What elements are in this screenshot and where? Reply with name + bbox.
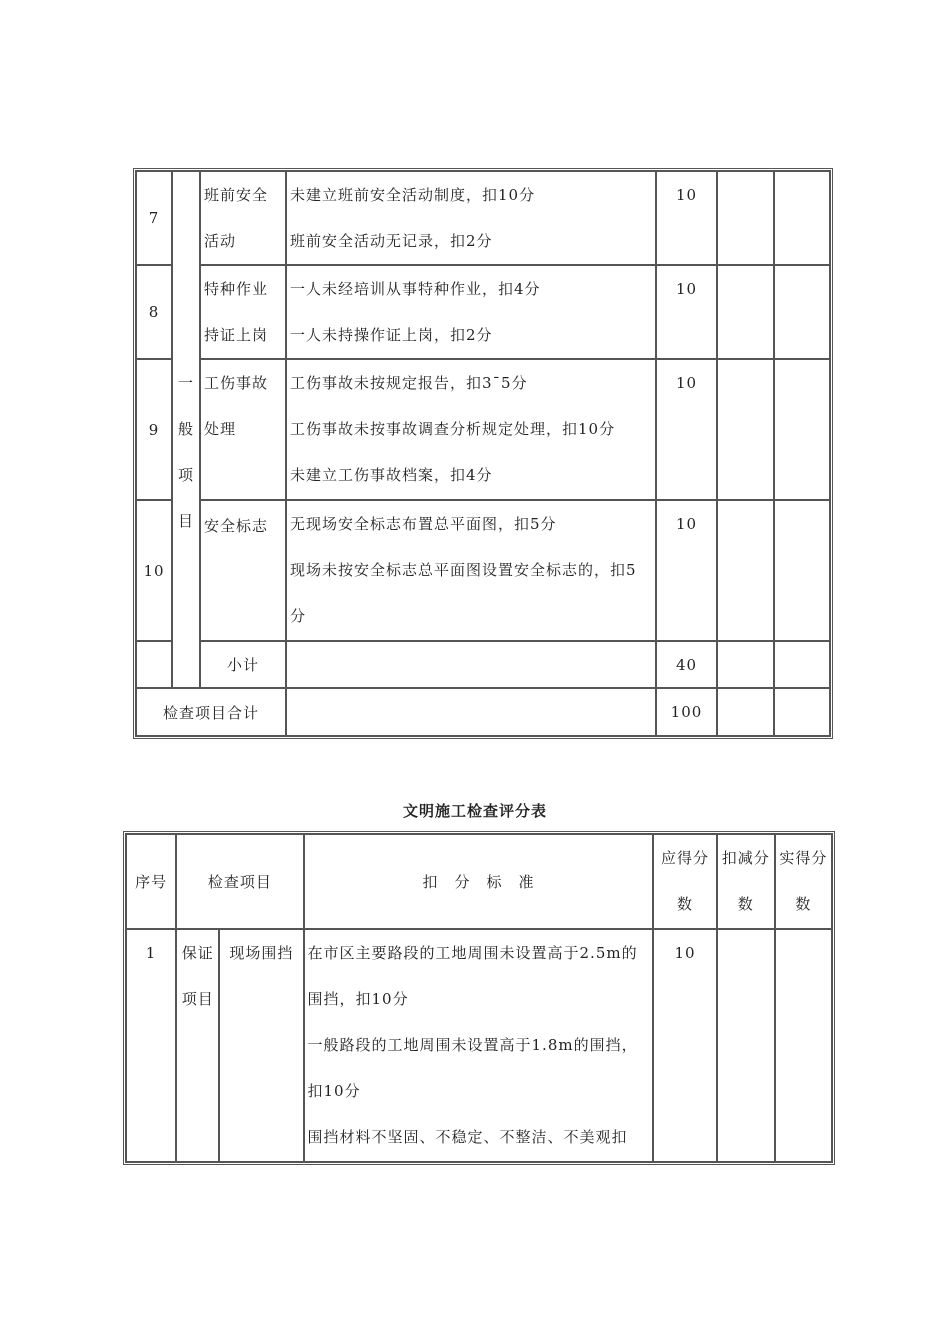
table-row bbox=[136, 171, 830, 265]
deduction-criteria: 未建立班前安全活动制度，扣10分 班前安全活动无记录，扣2分 bbox=[286, 171, 656, 265]
actual-score bbox=[774, 359, 830, 500]
header-actual-score: 实得分 数 bbox=[775, 834, 832, 929]
header-criteria: 扣 分 标 准 bbox=[304, 834, 654, 929]
empty-cell bbox=[286, 688, 656, 736]
deducted-score bbox=[717, 265, 774, 359]
total-score: 100 bbox=[656, 688, 717, 736]
table-row bbox=[136, 359, 830, 500]
total-label: 检查项目合计 bbox=[136, 688, 286, 736]
actual-score bbox=[774, 688, 830, 736]
check-item: 工伤事故 处理 bbox=[200, 359, 286, 500]
deducted-score bbox=[717, 500, 774, 641]
actual-score bbox=[774, 171, 830, 265]
empty-cell bbox=[136, 641, 172, 688]
category-cell bbox=[172, 171, 200, 688]
deduction-criteria: 在市区主要路段的工地周围未设置高于2.5m的 围挡，扣10分 一般路段的工地周围未设置高于1.8m的围挡， 扣10分 围挡材料不坚固、不稳定、不整洁、不美观扣 bbox=[304, 929, 654, 1162]
category-char: 项 bbox=[177, 465, 194, 484]
full-score: 10 bbox=[653, 929, 716, 1162]
full-score: 10 bbox=[656, 171, 717, 265]
category-char: 一 bbox=[177, 373, 194, 392]
total-row bbox=[136, 688, 830, 736]
category-cell: 保证 项目 bbox=[176, 929, 219, 1162]
table-row bbox=[136, 500, 830, 641]
full-score: 10 bbox=[656, 500, 717, 641]
subtotal-row bbox=[136, 641, 830, 688]
check-item: 班前安全 活动 bbox=[200, 171, 286, 265]
row-number: 7 bbox=[136, 171, 172, 265]
deducted-score bbox=[717, 688, 774, 736]
full-score: 10 bbox=[656, 265, 717, 359]
header-number: 序号 bbox=[126, 834, 176, 929]
subtotal-score: 40 bbox=[656, 641, 717, 688]
deduction-criteria: 工伤事故未按规定报告，扣3¯5分 工伤事故未按事故调查分析规定处理，扣10分 未建立工伤事故档案，扣4分 bbox=[286, 359, 656, 500]
deducted-score bbox=[717, 171, 774, 265]
actual-score bbox=[775, 929, 832, 1162]
deducted-score bbox=[717, 641, 774, 688]
check-item: 现场围挡 bbox=[219, 929, 303, 1162]
header-full-score: 应得分 数 bbox=[653, 834, 716, 929]
deduction-criteria: 无现场安全标志布置总平面图，扣5分 现场未按安全标志总平面图设置安全标志的，扣5 分 bbox=[286, 500, 656, 641]
full-score: 10 bbox=[656, 359, 717, 500]
empty-cell bbox=[286, 641, 656, 688]
check-item: 特种作业 持证上岗 bbox=[200, 265, 286, 359]
table-title: 文明施工检查评分表 bbox=[402, 802, 547, 820]
header-deducted-score: 扣减分 数 bbox=[717, 834, 775, 929]
check-item: 安全标志 bbox=[200, 500, 286, 641]
actual-score bbox=[774, 265, 830, 359]
row-number: 10 bbox=[136, 500, 172, 641]
actual-score bbox=[774, 641, 830, 688]
table-row bbox=[136, 265, 830, 359]
actual-score bbox=[774, 500, 830, 641]
deducted-score bbox=[717, 929, 775, 1162]
civilized-construction-table bbox=[125, 833, 833, 1163]
row-number: 1 bbox=[126, 929, 176, 1162]
row-number: 9 bbox=[136, 359, 172, 500]
table-row bbox=[126, 929, 832, 1162]
safety-check-table-continued bbox=[135, 170, 831, 737]
subtotal-label: 小计 bbox=[200, 641, 286, 688]
category-char: 般 bbox=[177, 419, 194, 438]
deduction-criteria: 一人未经培训从事特种作业，扣4分 一人未持操作证上岗，扣2分 bbox=[286, 265, 656, 359]
deducted-score bbox=[717, 359, 774, 500]
category-char: 目 bbox=[177, 511, 194, 530]
header-check-item: 检查项目 bbox=[176, 834, 303, 929]
header-row bbox=[126, 834, 832, 929]
row-number: 8 bbox=[136, 265, 172, 359]
